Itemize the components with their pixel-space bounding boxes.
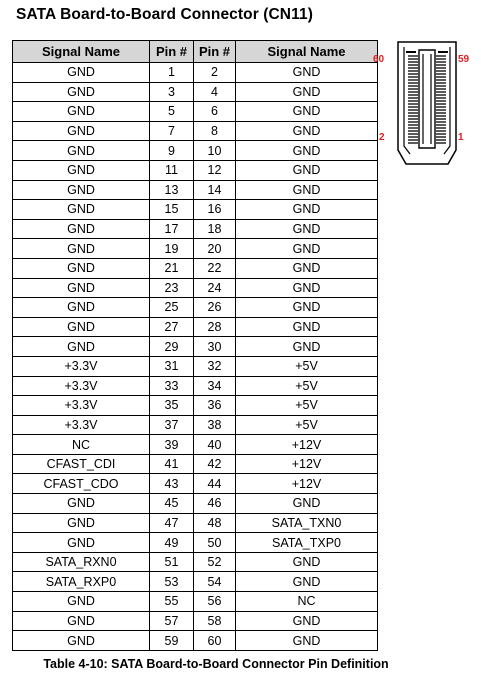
table-row: [13, 552, 378, 572]
pin-right: 10: [194, 141, 236, 161]
signal-name-right: GND: [236, 121, 378, 141]
table-row: [13, 298, 378, 318]
pin-right: 12: [194, 160, 236, 180]
pin-right: 30: [194, 337, 236, 357]
table-row: [13, 219, 378, 239]
table-row: [13, 533, 378, 553]
pin-right: 44: [194, 474, 236, 494]
table-row: [13, 121, 378, 141]
pin-left: 15: [150, 200, 194, 220]
signal-name-left: GND: [13, 533, 150, 553]
table-row: [13, 572, 378, 592]
signal-name-left: +3.3V: [13, 415, 150, 435]
pin-left: 19: [150, 239, 194, 259]
table-row: [13, 611, 378, 631]
signal-name-right: GND: [236, 180, 378, 200]
signal-name-right: +12V: [236, 454, 378, 474]
pin-right: 22: [194, 258, 236, 278]
pin-right: 36: [194, 396, 236, 416]
pin-left: 29: [150, 337, 194, 357]
pin-right: 34: [194, 376, 236, 396]
pin-right: 18: [194, 219, 236, 239]
table-row: [13, 160, 378, 180]
signal-name-left: SATA_RXP0: [13, 572, 150, 592]
pin-left: 41: [150, 454, 194, 474]
table-row: [13, 415, 378, 435]
pin-right: 2: [194, 63, 236, 83]
pin-right: 46: [194, 494, 236, 514]
table-row: [13, 631, 378, 651]
signal-name-right: GND: [236, 160, 378, 180]
pin-left: 27: [150, 317, 194, 337]
signal-name-left: GND: [13, 631, 150, 651]
table-row: [13, 141, 378, 161]
pin-definition-table: [12, 40, 378, 651]
signal-name-right: +12V: [236, 474, 378, 494]
signal-name-left: CFAST_CDI: [13, 454, 150, 474]
pin-left: 21: [150, 258, 194, 278]
pin-left: 59: [150, 631, 194, 651]
signal-name-right: GND: [236, 102, 378, 122]
signal-name-left: GND: [13, 611, 150, 631]
pin-right: 56: [194, 592, 236, 612]
signal-name-right: SATA_TXP0: [236, 533, 378, 553]
table-row: [13, 494, 378, 514]
pin-left: 45: [150, 494, 194, 514]
pin-left: 43: [150, 474, 194, 494]
table-row: [13, 239, 378, 259]
pin-left: 23: [150, 278, 194, 298]
signal-name-right: GND: [236, 631, 378, 651]
signal-name-right: GND: [236, 200, 378, 220]
signal-name-right: GND: [236, 298, 378, 318]
pin-left: 31: [150, 356, 194, 376]
pin-right: 28: [194, 317, 236, 337]
table-body: [13, 63, 378, 651]
pin-right: 48: [194, 513, 236, 533]
pin-left: 3: [150, 82, 194, 102]
pin-right: 52: [194, 552, 236, 572]
table-row: [13, 356, 378, 376]
pin-left: 9: [150, 141, 194, 161]
signal-name-right: GND: [236, 337, 378, 357]
signal-name-left: GND: [13, 82, 150, 102]
pin-left: 7: [150, 121, 194, 141]
signal-name-right: GND: [236, 552, 378, 572]
signal-name-right: GND: [236, 494, 378, 514]
signal-name-left: GND: [13, 317, 150, 337]
signal-name-left: GND: [13, 102, 150, 122]
signal-name-left: NC: [13, 435, 150, 455]
pin-left: 35: [150, 396, 194, 416]
signal-name-right: +5V: [236, 356, 378, 376]
pin-right: 42: [194, 454, 236, 474]
table-row: [13, 317, 378, 337]
pin-right: 14: [194, 180, 236, 200]
connector-outline-icon: [386, 40, 466, 170]
pin-left: 1: [150, 63, 194, 83]
signal-name-right: GND: [236, 611, 378, 631]
pin-left: 5: [150, 102, 194, 122]
signal-name-left: GND: [13, 258, 150, 278]
signal-name-right: GND: [236, 278, 378, 298]
signal-name-left: GND: [13, 63, 150, 83]
pin-left: 13: [150, 180, 194, 200]
pin-right: 50: [194, 533, 236, 553]
table-row: [13, 454, 378, 474]
table-row: [13, 474, 378, 494]
header-signal-name-right: Signal Name: [236, 41, 378, 63]
table-row: [13, 102, 378, 122]
pin-label-59: 59: [458, 54, 470, 65]
pin-label-1: 1: [458, 132, 464, 143]
pin-right: 60: [194, 631, 236, 651]
signal-name-left: GND: [13, 121, 150, 141]
signal-name-left: GND: [13, 200, 150, 220]
pin-left: 17: [150, 219, 194, 239]
signal-name-right: GND: [236, 258, 378, 278]
pin-right: 32: [194, 356, 236, 376]
signal-name-left: GND: [13, 160, 150, 180]
pin-right: 40: [194, 435, 236, 455]
connector-diagram: [373, 40, 470, 170]
signal-name-left: +3.3V: [13, 376, 150, 396]
section-title: SATA Board-to-Board Connector (CN11): [16, 6, 313, 23]
header-pin-right: Pin #: [194, 41, 236, 63]
pin-left: 57: [150, 611, 194, 631]
table-row: [13, 376, 378, 396]
signal-name-left: SATA_RXN0: [13, 552, 150, 572]
pin-left: 37: [150, 415, 194, 435]
pin-right: 6: [194, 102, 236, 122]
pin-right: 58: [194, 611, 236, 631]
pin-right: 8: [194, 121, 236, 141]
table-row: [13, 592, 378, 612]
signal-name-left: GND: [13, 592, 150, 612]
pin-left: 47: [150, 513, 194, 533]
signal-name-left: GND: [13, 494, 150, 514]
table-row: [13, 200, 378, 220]
pin-right: 16: [194, 200, 236, 220]
pin-left: 49: [150, 533, 194, 553]
signal-name-left: GND: [13, 278, 150, 298]
pin-left: 53: [150, 572, 194, 592]
pin-left: 11: [150, 160, 194, 180]
table-caption: Table 4-10: SATA Board-to-Board Connector Pin Definition: [43, 657, 389, 671]
signal-name-right: NC: [236, 592, 378, 612]
pin-right: 4: [194, 82, 236, 102]
signal-name-right: GND: [236, 219, 378, 239]
signal-name-left: GND: [13, 239, 150, 259]
table-row: [13, 396, 378, 416]
table-row: [13, 180, 378, 200]
signal-name-right: GND: [236, 317, 378, 337]
signal-name-right: GND: [236, 63, 378, 83]
signal-name-left: CFAST_CDO: [13, 474, 150, 494]
signal-name-right: GND: [236, 239, 378, 259]
pin-right: 54: [194, 572, 236, 592]
signal-name-right: SATA_TXN0: [236, 513, 378, 533]
signal-name-left: +3.3V: [13, 396, 150, 416]
pin-label-60: 60: [373, 54, 385, 65]
signal-name-right: +5V: [236, 415, 378, 435]
pin-right: 38: [194, 415, 236, 435]
header-signal-name-left: Signal Name: [13, 41, 150, 63]
signal-name-right: +12V: [236, 435, 378, 455]
table-row: [13, 513, 378, 533]
pin-right: 26: [194, 298, 236, 318]
signal-name-left: GND: [13, 298, 150, 318]
signal-name-left: +3.3V: [13, 356, 150, 376]
pin-left: 55: [150, 592, 194, 612]
table-row: [13, 278, 378, 298]
signal-name-right: GND: [236, 572, 378, 592]
table-row: [13, 63, 378, 83]
pin-left: 39: [150, 435, 194, 455]
pin-left: 33: [150, 376, 194, 396]
signal-name-left: GND: [13, 513, 150, 533]
table-row: [13, 435, 378, 455]
header-pin-left: Pin #: [150, 41, 194, 63]
pin-right: 24: [194, 278, 236, 298]
signal-name-right: +5V: [236, 396, 378, 416]
table-row: [13, 258, 378, 278]
signal-name-left: GND: [13, 180, 150, 200]
table-header-row: [13, 41, 378, 63]
signal-name-right: GND: [236, 141, 378, 161]
signal-name-right: +5V: [236, 376, 378, 396]
pin-right: 20: [194, 239, 236, 259]
pin-label-2: 2: [379, 132, 385, 143]
table-row: [13, 337, 378, 357]
signal-name-left: GND: [13, 337, 150, 357]
signal-name-left: GND: [13, 219, 150, 239]
pin-left: 25: [150, 298, 194, 318]
table-row: [13, 82, 378, 102]
signal-name-left: GND: [13, 141, 150, 161]
signal-name-right: GND: [236, 82, 378, 102]
pin-left: 51: [150, 552, 194, 572]
